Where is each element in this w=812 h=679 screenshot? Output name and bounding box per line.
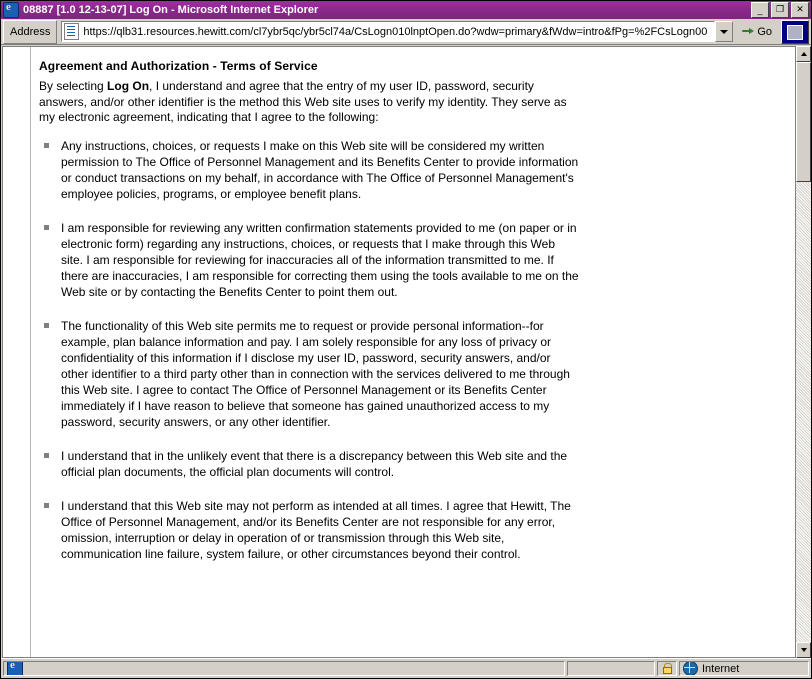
window-buttons <box>751 2 809 18</box>
scrollbar-thumb[interactable] <box>796 62 811 182</box>
address-history-dropdown-button[interactable] <box>715 21 733 42</box>
security-zone-label: Internet <box>702 662 740 675</box>
intro-paragraph <box>39 79 579 126</box>
vertical-scrollbar[interactable] <box>795 46 811 658</box>
window-title: 08887 [1.0 12-13-07] Log On - Microsoft Internet Explorer <box>23 4 319 16</box>
list-item: I am responsible for reviewing any written confirmation statements provided to me (on paper or in electronic form) regarding any instructions, choices, or requests that I make through this Web site. I am responsible for reviewing for inaccuracies all of the information transmitted to me. If there are inaccuracies, I am responsible for correcting them using the tools available to me on the Web site or by contacting the Benefits Center to point them out. <box>39 220 579 300</box>
close-icon: ✕ <box>796 4 804 14</box>
address-label: Address <box>3 20 57 44</box>
internet-explorer-icon <box>3 2 19 18</box>
minimize-button[interactable] <box>751 2 769 18</box>
status-spacer <box>567 661 655 676</box>
list-item: Any instructions, choices, or requests I make on this Web site will be considered my written permission to The Office of Personnel Management and its Benefits Center to provide information or conduct transactions on my behalf, in accordance with The Office of Personnel Management's employee policies, programs, or employee benefit plans. <box>39 138 579 202</box>
list-item: I understand that this Web site may not perform as intended at all times. I agree that Hewitt, The Office of Personnel Management, and/or its Benefits Center are not responsible for any error, omission, interruption or delay in operation of or transmission through this Web site, communication line failure, system failure, or other circumstances beyond their control. <box>39 498 579 562</box>
list-item: I understand that in the unlikely event that there is a discrepancy between this Web site and the official plan documents, the official plan documents will control. <box>39 448 579 480</box>
document-page <box>3 47 795 657</box>
address-bar <box>1 19 811 45</box>
status-bar <box>1 658 811 678</box>
globe-icon <box>683 661 698 676</box>
page-left-margin-rule <box>3 47 31 657</box>
scroll-up-button[interactable] <box>796 46 811 62</box>
title-bar <box>1 1 811 19</box>
page-title: Agreement and Authorization - Terms of Service <box>39 59 318 73</box>
go-button[interactable] <box>738 21 777 43</box>
ie-status-icon <box>7 661 23 676</box>
list-item: The functionality of this Web site permits me to request or provide personal information--for example, plan balance information and pay. I am solely responsible for any loss of privacy or confidentiality of this information if I disclose my user ID, password, security answers, and/or other identifier to a third party other than in connection with the services delivered to me through this Web site. I agree to contact The Office of Personnel Management or its Benefits Center immediately if I have reason to believe that someone has gained unauthorized access to my password, security answers, or any other identifier. <box>39 318 579 430</box>
maximize-icon: ❐ <box>775 4 785 14</box>
terms-of-service-content <box>39 59 579 580</box>
lock-icon <box>663 663 672 674</box>
terms-list <box>39 138 579 562</box>
scrollbar-track[interactable] <box>796 62 811 642</box>
log-on-emphasis: Log On <box>107 79 150 93</box>
page-icon <box>64 23 79 40</box>
maximize-button[interactable] <box>771 2 789 18</box>
document-frame <box>2 46 795 658</box>
browser-brand-logo <box>781 20 809 44</box>
content-area <box>1 45 811 658</box>
address-input[interactable] <box>61 21 715 42</box>
intro-text-after: , I understand and agree that the entry of my user ID, password, security answers, and/or other identifier is the method this Web site uses to verify my identity. They serve as my electronic agreement, indicating that I agree to the following: <box>39 79 567 124</box>
go-button-label: Go <box>757 25 772 38</box>
intro-text-before: By selecting <box>39 79 108 93</box>
address-url-text: https://qlb31.resources.hewitt.com/cl7ybr5qc/ybr5cl74a/CsLogn010lnptOpen.do?wdw=primary&fWdw=intro&fPg=%2FCsLogn00 <box>83 25 708 38</box>
go-arrow-icon <box>741 26 755 38</box>
security-lock-cell <box>657 661 677 676</box>
status-message <box>3 661 565 676</box>
close-button[interactable] <box>791 2 809 18</box>
security-zone-cell[interactable] <box>679 661 809 676</box>
scroll-down-button[interactable] <box>796 642 811 658</box>
minimize-icon: _ <box>757 5 763 15</box>
